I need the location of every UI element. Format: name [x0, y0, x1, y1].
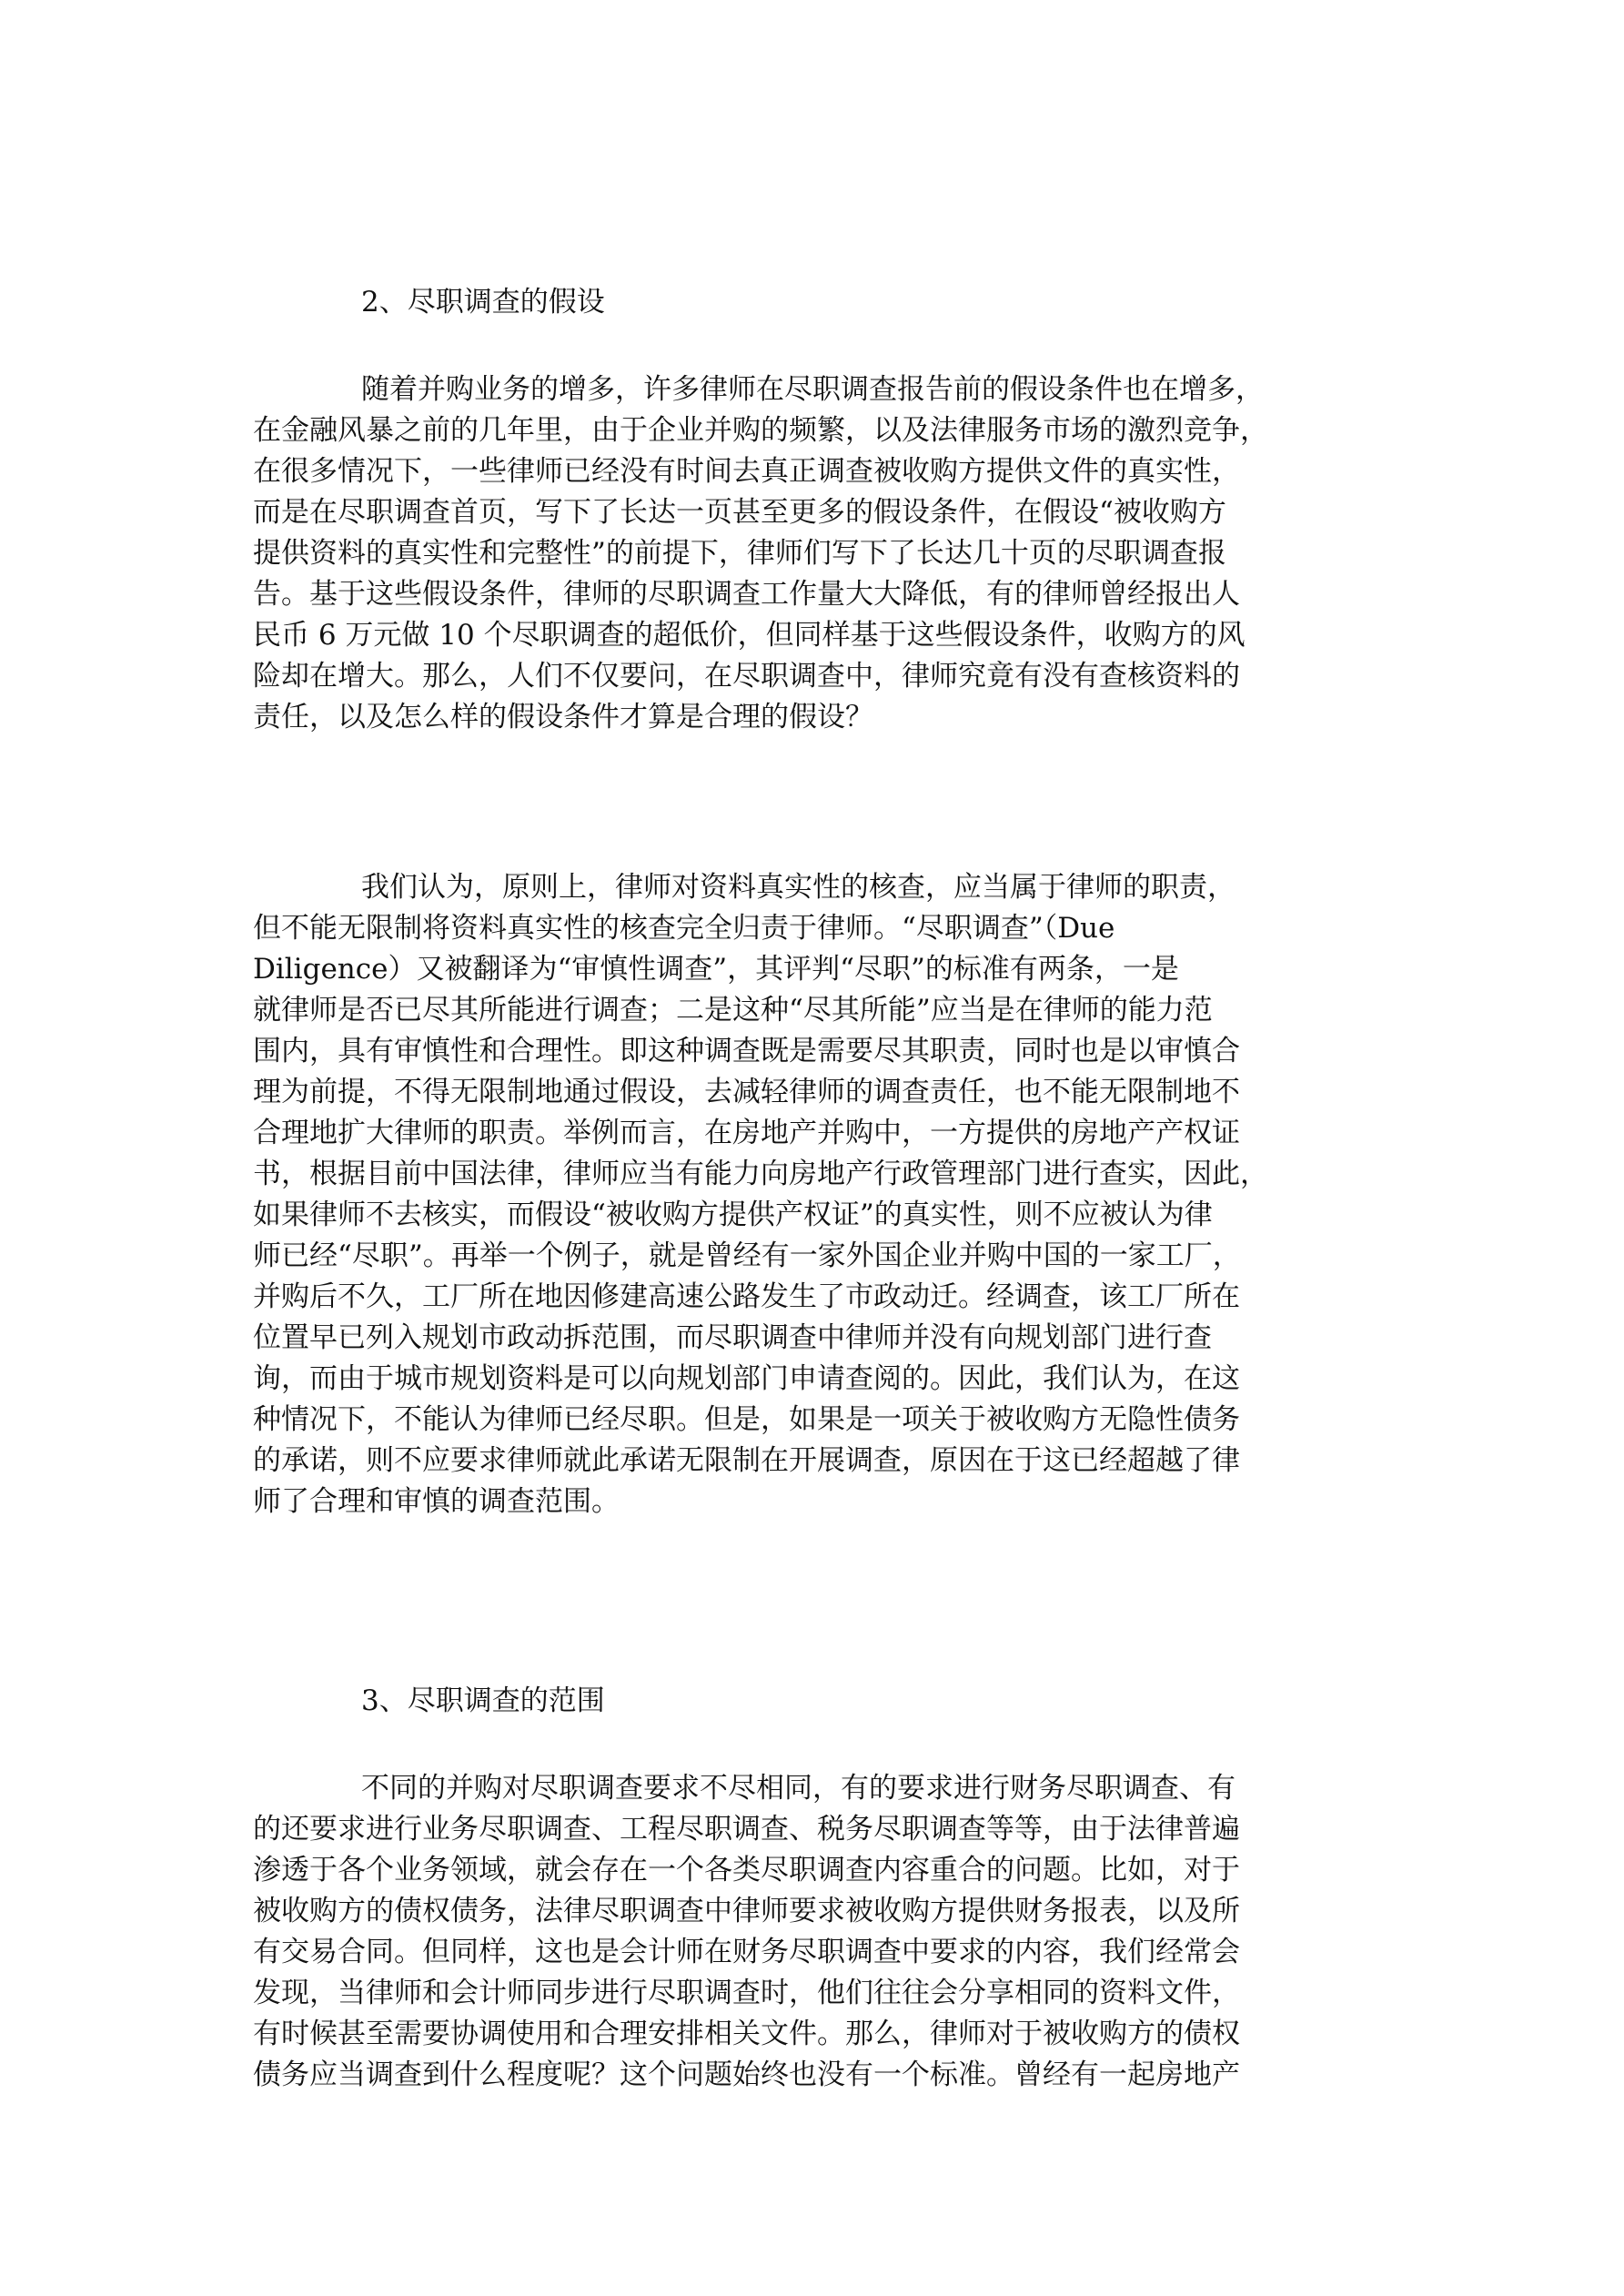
text-line: 在很多情况下，一些律师已经没有时间去真正调查被收购方提供文件的真实性， [253, 455, 1240, 488]
text-line: 种情况下，不能认为律师已经尽职。但是，如果是一项关于被收购方无隐性债务 [253, 1403, 1240, 1436]
text-line: 有交易合同。但同样，这也是会计师在财务尽职调查中要求的内容，我们经常会 [253, 1936, 1240, 1968]
text-line: 随着并购业务的增多，许多律师在尽职调查报告前的假设条件也在增多， [361, 373, 1264, 406]
section-heading-assumptions: 2、尽职调查的假设 [361, 286, 605, 319]
text-line: 渗透于各个业务领域，就会存在一个各类尽职调查内容重合的问题。比如，对于 [253, 1854, 1240, 1886]
paragraph-scope-intro [253, 1770, 1381, 2098]
text-line: 提供资料的真实性和完整性”的前提下，律师们写下了长达几十页的尽职调查报 [253, 537, 1226, 570]
text-line: 如果律师不去核实，而假设“被收购方提供产权证”的真实性，则不应被认为律 [253, 1199, 1213, 1231]
text-line: 的还要求进行业务尽职调查、工程尽职调查、税务尽职调查等等，由于法律普遍 [253, 1813, 1240, 1846]
text-line: 合理地扩大律师的职责。举例而言，在房地产并购中，一方提供的房地产产权证 [253, 1117, 1240, 1149]
text-line: 书，根据目前中国法律，律师应当有能力向房地产行政管理部门进行查实，因此， [253, 1158, 1268, 1190]
text-line: Diligence）又被翻译为“审慎性调查”，其评判“尽职”的标准有两条，一是 [253, 953, 1179, 986]
text-line: 不同的并购对尽职调查要求不尽相同，有的要求进行财务尽职调查、有 [361, 1772, 1236, 1805]
text-line: 师了合理和审慎的调查范围。 [253, 1485, 620, 1518]
text-line: 就律师是否已尽其所能进行调查；二是这种“尽其所能”应当是在律师的能力范 [253, 994, 1213, 1027]
text-line: 我们认为，原则上，律师对资料真实性的核查，应当属于律师的职责， [361, 871, 1236, 904]
text-line: 询，而由于城市规划资料是可以向规划部门申请查阅的。因此，我们认为，在这 [253, 1362, 1240, 1395]
text-line: 有时候甚至需要协调使用和合理安排相关文件。那么，律师对于被收购方的债权 [253, 2018, 1240, 2050]
text-line: 而是在尽职调查首页，写下了长达一页甚至更多的假设条件，在假设“被收购方 [253, 496, 1226, 529]
text-line: 民币 6 万元做 10 个尽职调查的超低价，但同样基于这些假设条件，收购方的风 [253, 619, 1246, 652]
text-line: 在金融风暴之前的几年里，由于企业并购的频繁，以及法律服务市场的激烈竞争， [253, 414, 1268, 447]
paragraph-assumptions-intro [253, 371, 1381, 740]
text-line: 位置早已列入规划市政动拆范围，而尽职调查中律师并没有向规划部门进行查 [253, 1321, 1212, 1354]
paragraph-lawyer-responsibility [253, 869, 1381, 1524]
text-line: 师已经“尽职”。再举一个例子，就是曾经有一家外国企业并购中国的一家工厂， [253, 1239, 1241, 1272]
text-line: 但不能无限制将资料真实性的核查完全归责于律师。“尽职调查”（Due [253, 912, 1115, 945]
text-line: 的承诺，则不应要求律师就此承诺无限制在开展调查，原因在于这已经超越了律 [253, 1444, 1240, 1477]
text-line: 并购后不久，工厂所在地因修建高速公路发生了市政动迁。经调查，该工厂所在 [253, 1280, 1240, 1313]
text-line: 责任，以及怎么样的假设条件才算是合理的假设？ [253, 701, 873, 733]
text-line: 告。基于这些假设条件，律师的尽职调查工作量大大降低，有的律师曾经报出人 [253, 578, 1240, 611]
text-line: 理为前提，不得无限制地通过假设，去减轻律师的调查责任，也不能无限制地不 [253, 1076, 1240, 1108]
section-heading-scope: 3、尽职调查的范围 [361, 1684, 605, 1717]
text-line: 债务应当调查到什么程度呢？这个问题始终也没有一个标准。曾经有一起房地产 [253, 2058, 1240, 2091]
text-line: 发现，当律师和会计师同步进行尽职调查时，他们往往会分享相同的资料文件， [253, 1977, 1240, 2009]
text-line: 被收购方的债权债务，法律尽职调查中律师要求被收购方提供财务报表，以及所 [253, 1895, 1240, 1927]
text-line: 险却在增大。那么，人们不仅要问，在尽职调查中，律师究竟有没有查核资料的 [253, 660, 1240, 693]
text-line: 围内，具有审慎性和合理性。即这种调查既是需要尽其职责，同时也是以审慎合 [253, 1035, 1240, 1067]
